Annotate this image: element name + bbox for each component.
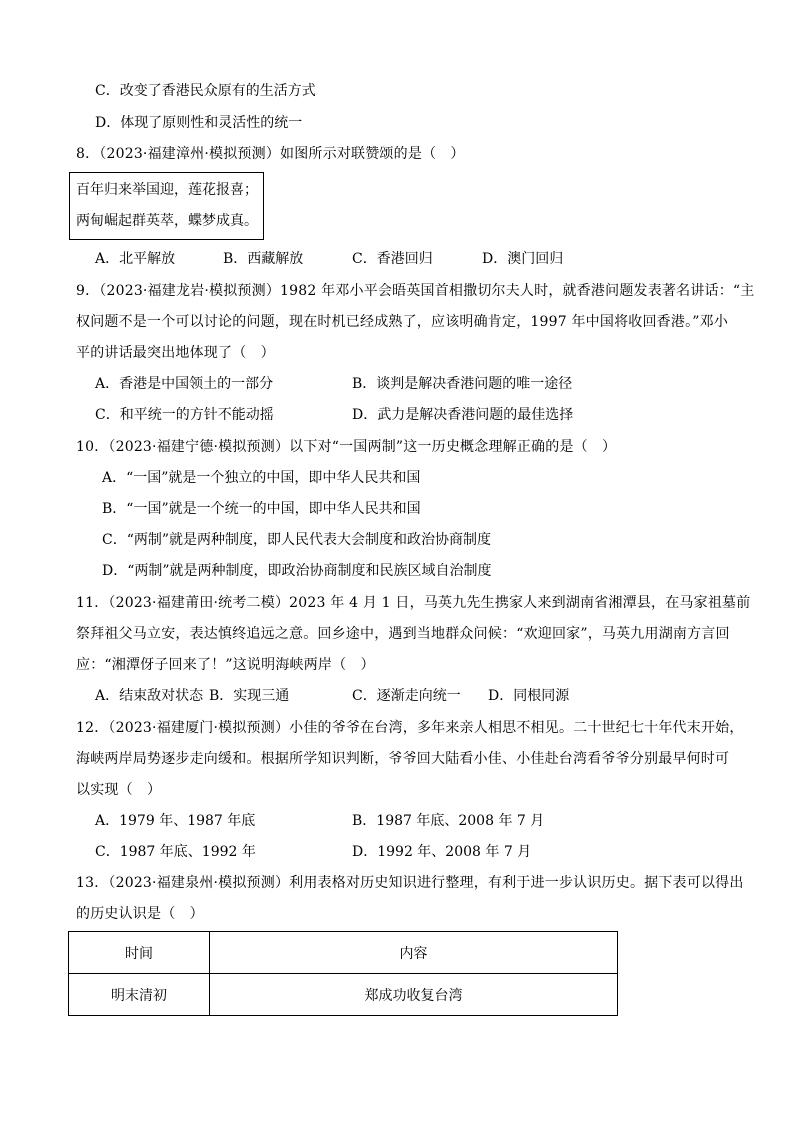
q8-option-a: A．北平解放 — [95, 251, 176, 267]
q9-option-b: B．谈判是解决香港问题的唯一途径 — [352, 376, 573, 392]
q11-stem-line-1: 11．（2023·福建莆田·统考二模）2023 年 4 月 1 日，马英九先生携家人来到湖南省湘潭县，在马家祖墓前 — [76, 595, 751, 611]
q9-stem-line-3: 平的讲话最突出地体现了（ ） — [76, 345, 275, 361]
q11-option-c: C．逐渐走向统一 — [352, 688, 461, 704]
table-header-row — [69, 932, 618, 974]
q8-option-d: D．澳门回归 — [482, 251, 564, 267]
q10-option-b: B．“一国”就是一个统一的中国，即中华人民共和国 — [102, 501, 421, 517]
q10-stem: 10．（2023·福建宁德·模拟预测）以下对“一国两制”这一历史概念理解正确的是（ ） — [76, 439, 617, 455]
table-row — [69, 974, 618, 1016]
q10-option-a: A．“一国”就是一个独立的中国，即中华人民共和国 — [102, 470, 421, 486]
q9-option-d: D．武力是解决香港问题的最佳选择 — [352, 407, 574, 423]
q11-stem-line-3: 应：“湘潭伢子回来了！”这说明海峡两岸（ ） — [76, 657, 375, 673]
q9-option-a: A．香港是中国领土的一部分 — [95, 376, 274, 392]
q9-option-c: C．和平统一的方针不能动摇 — [95, 407, 274, 423]
q12-option-d: D．1992 年、2008 年 7 月 — [352, 844, 532, 860]
table-cell-time: 明末清初 — [69, 974, 210, 1016]
q8-option-c: C．香港回归 — [352, 251, 433, 267]
q12-option-b: B．1987 年底、2008 年 7 月 — [352, 813, 545, 829]
couplet-line-1: 百年归来举国迎，莲花报喜； — [76, 182, 258, 198]
couplet-line-2: 两甸崛起群英萃，蝶梦成真。 — [76, 213, 258, 229]
q13-stem-line-2: 的历史认识是（ ） — [76, 906, 204, 922]
q9-stem-line-2: 权问题不是一个可以讨论的问题，现在时机已经成熟了，应该明确肯定，1997 年中国将收回香港。”邓小 — [76, 314, 729, 330]
q10-option-c: C．“两制”就是两种制度，即人民代表大会制度和政治协商制度 — [102, 532, 492, 548]
q12-stem-line-3: 以实现（ ） — [76, 782, 162, 798]
q11-option-d: D．同根同源 — [488, 688, 570, 704]
table-header-content: 内容 — [210, 932, 618, 974]
q12-option-a: A．1979 年、1987 年底 — [95, 813, 256, 829]
q8-stem: 8．（2023·福建漳州·模拟预测）如图所示对联赞颂的是（ ） — [76, 146, 465, 162]
q10-option-d: D．“两制”就是两种制度，即政治协商制度和民族区域自治制度 — [102, 563, 492, 579]
q13-stem-line-1: 13．（2023·福建泉州·模拟预测）利用表格对历史知识进行整理，有利于进一步认识历史。据下表可以得出 — [76, 875, 744, 891]
q12-option-c: C．1987 年底、1992 年 — [95, 844, 256, 860]
q7-option-d: D．体现了原则性和灵活性的统一 — [95, 115, 303, 131]
table-header-time: 时间 — [69, 932, 210, 974]
q11-option-b: B．实现三通 — [209, 688, 290, 704]
q11-stem-line-2: 祭拜祖父马立安，表达慎终追远之意。回乡途中，遇到当地群众问候：“欢迎回家”，马英九用湖南方言回 — [76, 626, 730, 642]
q8-option-b: B．西藏解放 — [223, 251, 304, 267]
q7-option-c: C．改变了香港民众原有的生活方式 — [95, 83, 316, 99]
couplet-box — [69, 172, 264, 240]
table-cell-content: 郑成功收复台湾 — [210, 974, 618, 1016]
history-table — [68, 931, 618, 1016]
q9-stem-line-1: 9．（2023·福建龙岩·模拟预测）1982 年邓小平会晤英国首相撒切尔夫人时，就香港问题发表著名讲话：“主 — [76, 283, 755, 299]
q12-stem-line-2: 海峡两岸局势逐步走向缓和。根据所学知识判断，爷爷回大陆看小佳、小佳赴台湾看爷爷分别最早何时可 — [76, 751, 730, 767]
q12-stem-line-1: 12．（2023·福建厦门·模拟预测）小佳的爷爷在台湾，多年来亲人相思不相见。二十世纪七十年代末开始， — [76, 720, 744, 736]
q11-option-a: A．结束敌对状态 — [95, 688, 204, 704]
